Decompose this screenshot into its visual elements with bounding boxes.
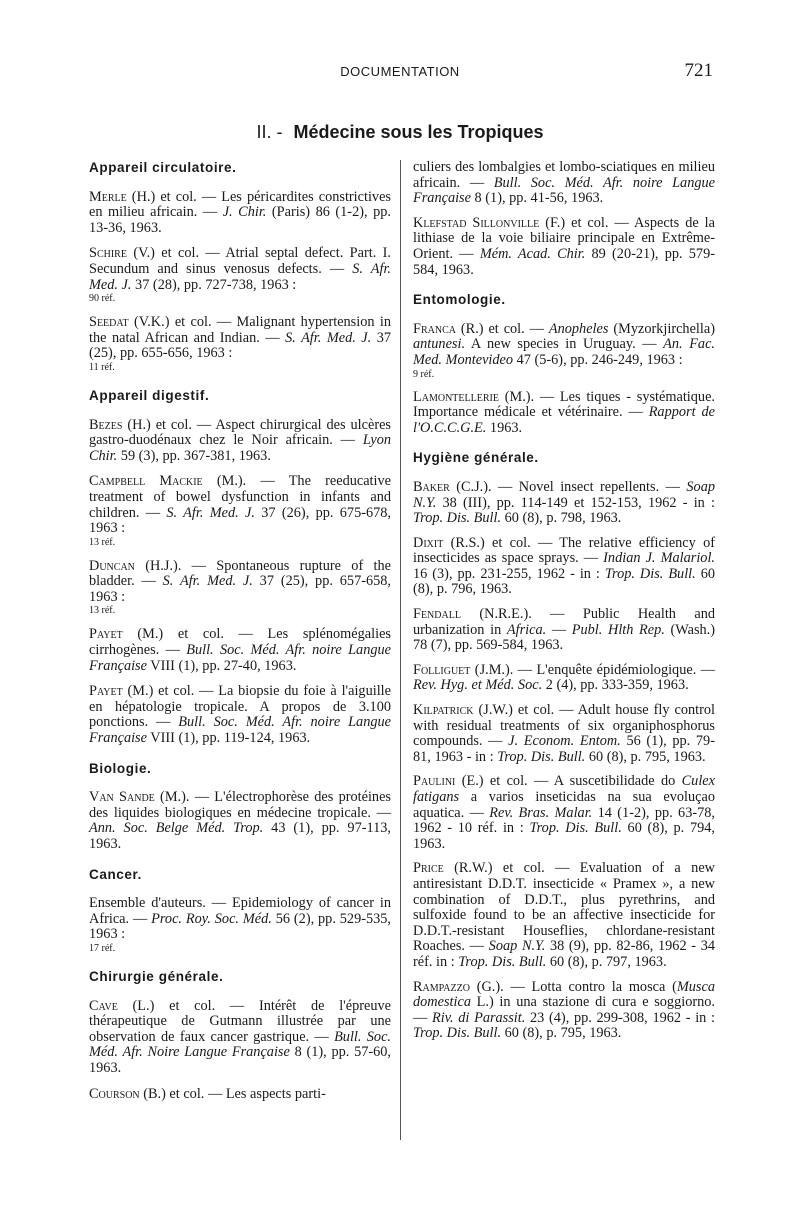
heading-entomologie: Entomologie. — [413, 292, 506, 308]
entry-journal: Soap N.Y. — [413, 478, 715, 511]
bib-entry-kilpatrick — [413, 703, 715, 765]
entry-author: Ensemble d'auteurs. — [89, 895, 206, 912]
bib-entry-dixit — [413, 536, 715, 598]
entry-text: A new species in Uruguay. — — [465, 336, 664, 353]
bib-entry-van-sande — [89, 790, 391, 852]
entry-author: Kilpatrick — [413, 702, 474, 719]
entry-journal: Riv. di Parassit. — [432, 1009, 526, 1026]
entry-journal: Bull. Soc. Méd. Afr. Noire Langue Française — [89, 1028, 391, 1061]
entry-taxon: Anopheles — [548, 320, 609, 337]
section-title — [0, 122, 800, 143]
entry-text: 47 (5-6), pp. 246-249, 1963 : — [513, 351, 683, 368]
entry-journal: Publ. Hlth Rep. — [571, 621, 665, 638]
entry-journal: Trop. Dis. Bull. — [458, 953, 547, 970]
entry-text: 37 (25), pp. 655-656, 1963 : — [89, 329, 392, 362]
entry-journal: Trop. Dis. Bull. — [413, 510, 502, 527]
entry-text: culiers des lombalgies et lombo-sciatiques en milieu africain. — — [413, 159, 715, 191]
entry-journal: Mém. Acad. Chir. — [479, 245, 586, 262]
right-column — [413, 160, 715, 1051]
entry-journal: J. Chir. — [222, 204, 267, 221]
entry-journal: S. Afr. Med. J. — [89, 260, 392, 293]
heading-hygiene: Hygiène générale. — [413, 450, 539, 466]
entry-journal: Lyon Chir. — [89, 432, 391, 464]
heading-circulatoire: Appareil circulatoire. — [89, 160, 237, 175]
entry-text: 59 (3), pp. 367-381, 1963. — [117, 447, 271, 464]
entry-author: Bezes — [89, 416, 123, 433]
entry-text: (R.W.) et col. — Evaluation of a new antiresistant D.D.T. insecticide « Pramex », a new combination of D.D.T., plus pyrethrins, and sulfoxide found to be an affective insecticide for D.D.T.-resistant Houseflies, chlordane-resistant Roaches. — — [413, 860, 715, 955]
entry-author: Payet — [89, 683, 123, 700]
entry-author: Duncan — [89, 557, 135, 574]
bib-entry-fendall — [413, 607, 715, 654]
entry-journal: Indian J. Malariol. — [603, 550, 715, 567]
entry-text: (V.K.) et col. — Malignant hypertension in the natal African and Indian. — — [89, 314, 391, 346]
entry-text: 43 (1), pp. 97-113, 1963. — [89, 820, 391, 852]
entry-taxon: Culex fatigans — [413, 773, 715, 805]
entry-text: 60 (8), p. 795, 1963. — [501, 1025, 622, 1042]
bib-entry-klefstad — [413, 216, 715, 278]
entry-text: L.) in una stazione di cura e soggiorno. — — [413, 994, 715, 1026]
bib-entry-merle — [89, 190, 391, 237]
entry-journal: Bull. Soc. Méd. Afr. noire Langue Française — [89, 642, 391, 674]
bib-entry-courson — [89, 1087, 391, 1103]
bib-entry-franca — [413, 322, 715, 381]
entry-text: (H.J.). — Spontaneous rupture of the bladder. — — [89, 557, 391, 590]
entry-author: Cave — [89, 997, 118, 1014]
entry-author: Rampazzo — [413, 978, 470, 995]
entry-author: Payet — [89, 626, 123, 643]
entry-author: Baker — [413, 478, 450, 495]
entry-journal: Soap N.Y. — [488, 938, 546, 955]
entry-author: Seedat — [89, 314, 129, 331]
section-name: Médecine sous les Tropiques — [293, 122, 544, 142]
running-head — [0, 60, 800, 84]
entry-text: (R.S.) et col. — The relative efficiency of insecticides as space sprays. — — [413, 534, 715, 567]
entry-author: Franca — [413, 320, 456, 337]
entry-text: 56 (1), pp. 79-81, 1963 - in : — [413, 733, 715, 765]
entry-text: 37 (25), pp. 657-658, 1963 : — [89, 573, 392, 605]
page-number: 721 — [684, 60, 713, 81]
entry-text: (Wash.) 78 (7), pp. 569-584, 1963. — [413, 621, 716, 654]
entry-text: (C.J.). — Novel insect repellents. — — [449, 478, 687, 495]
bib-entry-ensemble — [89, 896, 391, 955]
entry-text: 56 (2), pp. 529-535, 1963 : — [89, 910, 392, 943]
bib-entry-folliguet — [413, 663, 715, 694]
left-column — [89, 160, 391, 1112]
heading-cancer: Cancer. — [89, 866, 142, 882]
entry-text: (M.). — L'électrophorèse des protéines des liquides biologiques en médecine tropicale. — — [89, 789, 391, 821]
entry-journal: Rev. Hyg. et Méd. Soc. — [413, 677, 543, 694]
column-divider — [400, 160, 401, 1140]
entry-author: Schire — [89, 245, 127, 262]
entry-text: 2 (4), pp. 333-359, 1963. — [542, 677, 689, 694]
entry-author: Paulini — [413, 773, 456, 790]
entry-taxon: antunesi. — [413, 336, 466, 353]
bib-entry-courson-continued — [413, 160, 715, 207]
entry-journal: Bull. Soc. Méd. Afr. noire Langue Française — [89, 714, 391, 747]
entry-author: Price — [413, 860, 444, 877]
entry-text: (J.W.) et col. — Adult house fly control with residual treatments of six organiphosphorus compounds. — — [413, 702, 715, 750]
bib-entry-cave — [89, 999, 391, 1077]
entry-text: 38 (III), pp. 114-149 et 152-153, 1962 - in : — [436, 494, 715, 511]
bib-entry-lamontellerie — [413, 390, 715, 437]
entry-text: (L.) et col. — Intérêt de l'épreuve thérapeutique de Gutmann illustrée par une observation de faux cancer gastrique. — — [89, 997, 391, 1045]
entry-author: Folliguet — [413, 661, 471, 678]
entry-text: VIII (1), pp. 119-124, 1963. — [146, 730, 311, 747]
entry-text: VIII (1), pp. 27-40, 1963. — [146, 657, 297, 674]
entry-text: 38 (9), pp. 82-86, 1962 - 34 réf. in : — [413, 938, 716, 970]
entry-text: a varios inseticidas na sua evoluçao aquatica. — — [413, 789, 715, 821]
entry-journal: Rapport de l'O.C.C.G.E. — [413, 404, 715, 436]
bib-entry-seedat — [89, 315, 391, 374]
entry-text: 8 (1), pp. 41-56, 1963. — [470, 190, 604, 207]
entry-text: (F.) et col. — Aspects de la lithiase de la voie biliaire principale en Extrême-Orient. — — [413, 214, 715, 262]
bib-entry-duncan — [89, 559, 391, 618]
entry-text: — — [546, 621, 572, 638]
entry-author: Fendall — [413, 606, 461, 623]
entry-journal: Trop. Dis. Bull. — [604, 565, 696, 582]
entry-text: 60 (8), p. 796, 1963. — [413, 565, 716, 598]
entry-text: 16 (3), pp. 231-255, 1962 - in : — [413, 565, 605, 582]
entry-journal: Bull. Soc. Méd. Afr. noire Langue Française — [413, 174, 715, 207]
entry-text: 37 (26), pp. 675-678, 1963 : — [89, 504, 391, 537]
entry-journal: S. Afr. Med. J. — [285, 329, 372, 346]
bib-entry-payet-2 — [89, 684, 391, 746]
entry-journal: Rev. Bras. Malar. — [489, 804, 593, 821]
entry-refs: 17 réf. — [89, 942, 116, 954]
entry-journal: An. Fac. Med. Montevideo — [413, 336, 715, 368]
entry-journal: Ann. Soc. Belge Méd. Trop. — [89, 820, 264, 837]
entry-journal: J. Econom. Entom. — [508, 733, 621, 750]
entry-journal: Proc. Roy. Soc. Méd. — [151, 910, 272, 927]
entry-text: (M.) et col. — Les splénomégalies cirrhogènes. — — [89, 626, 391, 659]
bib-entry-schire — [89, 246, 391, 305]
entry-author: Lamontellerie — [413, 388, 499, 405]
entry-text: (N.R.E.). — Public Health and urbanization in — [413, 606, 715, 638]
entry-author: Campbell Mackie — [89, 473, 203, 490]
bib-entry-campbell — [89, 474, 391, 548]
entry-refs: 13 réf. — [89, 605, 116, 617]
entry-text: (Myzorkjirchella) — [608, 320, 715, 337]
entry-author: Klefstad Sillonville — [413, 214, 540, 231]
heading-biologie: Biologie. — [89, 760, 152, 776]
entry-text: (Paris) 86 (1-2), pp. 13-36, 1963. — [89, 204, 391, 236]
entry-text: 60 (8), p. 794, 1963. — [413, 820, 715, 852]
heading-chirurgie: Chirurgie générale. — [89, 968, 224, 984]
entry-text: 23 (4), pp. 299-308, 1962 - in : — [525, 1009, 715, 1026]
bib-entry-paulini — [413, 774, 715, 852]
entry-emphasis: Africa. — [506, 621, 547, 638]
entry-text: (H.) et col. — Aspect chirurgical des ulcères gastro-duodénaux chez le Noir africain. — — [89, 416, 391, 449]
entry-text: (H.) et col. — Les péricardites constrictives en milieu africain. — — [89, 188, 391, 221]
entry-taxon: Musca domestica — [413, 978, 715, 1011]
entry-text: (B.) et col. — Les aspects parti- — [139, 1085, 326, 1102]
entry-text: (M.). — Les tiques - systématique. Importance médicale et vétérinaire. — — [413, 388, 715, 421]
entry-refs: 9 réf. — [413, 368, 435, 380]
entry-text: (M.). — The reeducative treatment of bowel dysfunction in infants and children. — — [89, 473, 391, 521]
entry-text: 37 (28), pp. 727-738, 1963 : — [131, 276, 297, 293]
entry-text: (M.) et col. — La biopsie du foie à l'aiguille en hépatologie tropicale. A propos de 3.100 ponctions. — — [89, 683, 391, 731]
entry-text: — Epidemiology of cancer in Africa. — — [89, 895, 391, 927]
entry-text: (G.). — Lotta contro la mosca ( — [469, 978, 677, 995]
entry-author: Courson — [89, 1085, 140, 1102]
entry-refs: 13 réf. — [89, 536, 116, 548]
entry-journal: S. Afr. Med. J. — [162, 573, 253, 590]
bib-entry-rampazzo — [413, 980, 715, 1042]
entry-text: (V.) et col. — Atrial septal defect. Part. I. Secundum and sinus venosus defects. — — [89, 245, 391, 277]
bib-entry-bezes — [89, 418, 391, 465]
entry-author: Van Sande — [89, 789, 155, 806]
entry-journal: S. Afr. Med. J. — [166, 504, 255, 521]
entry-journal: Trop. Dis. Bull. — [497, 748, 586, 765]
entry-text: 89 (20-21), pp. 579-584, 1963. — [413, 245, 715, 278]
entry-journal: Trop. Dis. Bull. — [529, 820, 622, 837]
entry-author: Dixit — [413, 534, 444, 551]
entry-text: (E.) et col. — A suscetibilidade do — [455, 773, 682, 790]
bib-entry-baker — [413, 480, 715, 527]
entry-text: 60 (8), p. 798, 1963. — [501, 510, 622, 527]
entry-refs: 90 réf. — [89, 293, 116, 305]
entry-text: 60 (8), p. 795, 1963. — [585, 748, 706, 765]
entry-author: Merle — [89, 188, 127, 205]
entry-text: 8 (1), pp. 57-60, 1963. — [89, 1044, 391, 1076]
entry-text: 1963. — [486, 419, 523, 436]
entry-text: 14 (1-2), pp. 63-78, 1962 - 10 réf. in : — [413, 804, 715, 837]
heading-digestif: Appareil digestif. — [89, 387, 210, 403]
entry-journal: Trop. Dis. Bull. — [413, 1025, 502, 1042]
entry-text: (R.) et col. — — [455, 320, 549, 337]
running-head-title: DOCUMENTATION — [340, 64, 460, 79]
entry-text: (J.M.). — L'enquête épidémiologique. — — [470, 661, 715, 678]
entry-text: 60 (8), p. 797, 1963. — [546, 953, 667, 970]
bib-entry-payet-1 — [89, 627, 391, 674]
entry-refs: 11 réf. — [89, 361, 115, 373]
bib-entry-price — [413, 861, 715, 970]
section-number: II. - — [256, 122, 283, 142]
